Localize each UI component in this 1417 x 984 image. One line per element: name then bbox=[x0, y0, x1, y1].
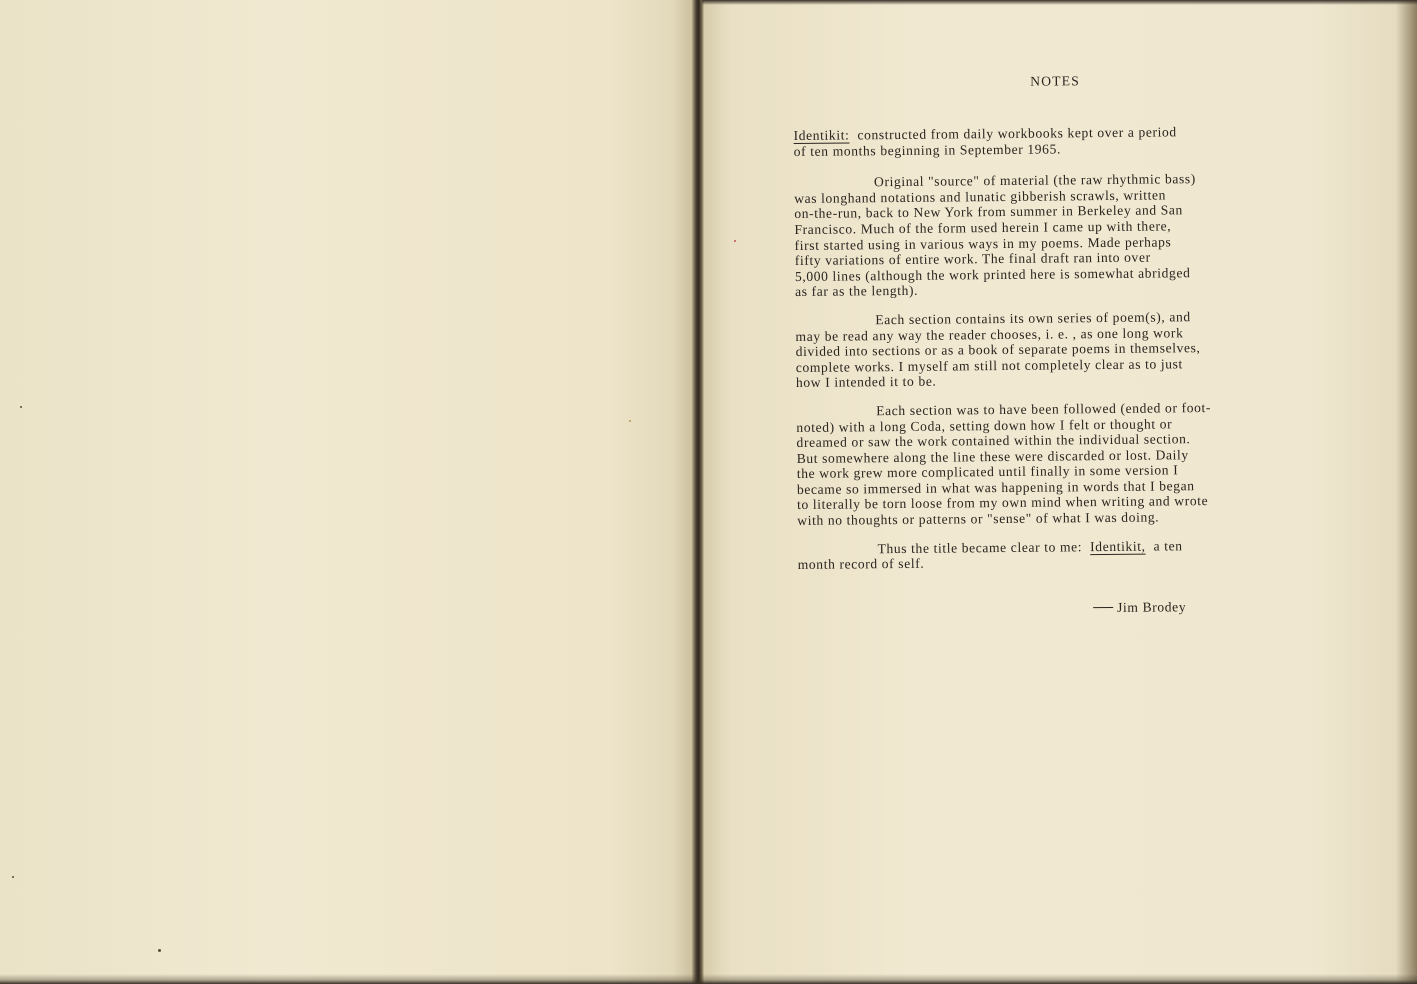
text-fragment: Thus the title became clear to me: bbox=[877, 538, 1083, 556]
text-line: was longhand notations and lunatic gibberish scrawls, written bbox=[794, 187, 1167, 206]
text-line: But somewhere along the line these were discarded or lost. Daily bbox=[796, 446, 1189, 466]
paper-speck bbox=[20, 406, 22, 408]
text-line: on-the-run, back to New York from summer in Berkeley and San bbox=[794, 202, 1183, 222]
notes-paragraph-4 bbox=[796, 399, 1321, 529]
text-line: the work grew more complicated until finally in some version I bbox=[796, 462, 1179, 482]
notes-paragraph-1 bbox=[793, 123, 1317, 159]
text-line: may be read any way the reader chooses, i. e. , as one long work bbox=[795, 324, 1184, 344]
page-top-edge bbox=[702, 0, 1417, 5]
text-line: how I intended it to be. bbox=[795, 373, 937, 391]
text-line: with no thoughts or patterns or "sense" of what I was doing. bbox=[797, 509, 1160, 529]
text-fragment: a ten bbox=[1153, 537, 1183, 554]
paper-speck bbox=[12, 876, 14, 878]
notes-text-block bbox=[793, 71, 1322, 618]
text-line: fifty variations of entire work. The final draft ran into over bbox=[794, 249, 1151, 269]
text-fragment: constructed from daily workbooks kept over a period bbox=[857, 124, 1177, 143]
paper-speck bbox=[734, 240, 736, 242]
paper-speck bbox=[629, 420, 631, 422]
book-title-underlined: Identikit, bbox=[1090, 538, 1146, 554]
text-line: Francisco. Much of the form used herein I came up with there, bbox=[794, 218, 1172, 237]
page-title: NOTES bbox=[1030, 73, 1081, 89]
notes-paragraph-3 bbox=[795, 308, 1320, 391]
book-gutter bbox=[692, 0, 704, 984]
text-line: to literally be torn loose from my own mind when writing and wrote bbox=[797, 493, 1209, 513]
text-line: of ten months beginning in September 1965. bbox=[793, 141, 1061, 159]
text-line: Original "source" of material (the raw rhythmic bass) bbox=[873, 171, 1196, 190]
page-bottom-edge bbox=[0, 974, 1417, 984]
text-line: 5,000 lines (although the work printed here is somewhat abridged bbox=[794, 264, 1191, 284]
notes-paragraph-5 bbox=[797, 537, 1321, 573]
notes-paragraph-2 bbox=[794, 170, 1319, 300]
text-line: as far as the length). bbox=[794, 283, 919, 300]
text-line: noted) with a long Coda, setting down how I felt or thought or bbox=[796, 415, 1173, 435]
text-line: Each section contains its own series of poem(s), and bbox=[875, 309, 1191, 328]
author-name: Jim Brodey bbox=[1117, 599, 1187, 615]
text-line: divided into sections or as a book of separate poems in themselves, bbox=[795, 340, 1201, 360]
left-page-blank bbox=[0, 0, 694, 984]
text-line: Each section was to have been followed (ended or foot- bbox=[876, 399, 1212, 419]
book-title-underlined: Identikit: bbox=[793, 127, 850, 143]
text-line: first started using in various ways in my poems. Made perhaps bbox=[794, 233, 1172, 253]
text-line: month record of self. bbox=[797, 556, 925, 573]
em-dash-rule bbox=[1093, 607, 1113, 608]
paper-speck bbox=[158, 949, 161, 952]
text-line: became so immersed in what was happening in words that I began bbox=[796, 478, 1195, 497]
text-line: dreamed or saw the work contained within the individual section. bbox=[796, 431, 1191, 451]
text-line: complete works. I myself am still not completely clear as to just bbox=[795, 355, 1183, 375]
